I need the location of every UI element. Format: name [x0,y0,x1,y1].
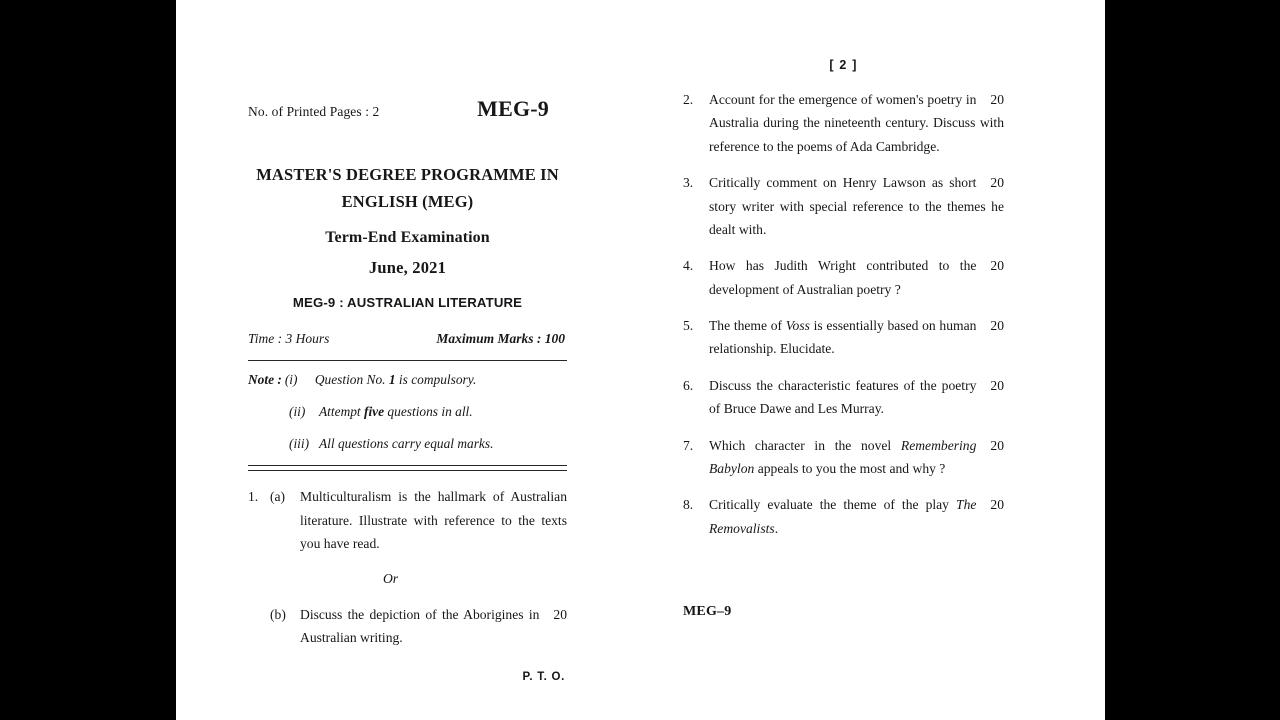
question-body-text: Discuss the depiction of the Aborigines in Australian writing. [300,606,540,645]
question-number: 1. [248,489,259,505]
question-text [709,374,1004,421]
note-text-after: is compulsory. [395,372,477,388]
page-number: [ 2 ] [829,58,858,72]
subject-heading: MEG-9 : AUSTRALIAN LITERATURE [292,295,523,311]
question-number: 6. [683,377,694,393]
note-marker: (iii) [289,436,310,452]
question-item [683,493,1004,540]
note-text [315,370,567,389]
note-item [248,370,567,389]
question-marks: 20 [990,377,1004,393]
question-body-text: . [774,520,779,536]
question-body-text: is essentially based on human relationship. Elucidate. [709,318,977,357]
question-marks: 20 [990,175,1004,191]
note-marker: (ii) [289,404,306,420]
question-body-text: Which character in the novel [709,437,901,453]
question-text [709,493,1004,540]
question-text [709,314,1004,361]
question-title-italic: The Removalists [709,497,977,536]
page-one-questions [248,485,567,649]
footer-course-code: MEG–9 [683,604,732,619]
question-text [709,171,1004,241]
question-item [683,88,1004,158]
page-two-questions [683,88,1004,540]
note-text-after: questions in all. [384,404,473,420]
note-text [319,402,567,421]
question-body-text: appeals to you the most and why ? [754,460,946,476]
printed-pages-label: No. of Printed Pages : 2 [248,104,380,119]
question-text [709,254,1004,301]
question-number: 7. [683,437,694,453]
question-item [683,314,1004,361]
divider-below-note [248,465,567,471]
time-and-marks-row [248,331,567,347]
programme-title [248,162,567,215]
note-text-before: All questions carry equal marks. [319,436,494,452]
note-marker: (i) [284,372,298,388]
question-text [709,88,1004,158]
question-item [683,434,1004,481]
header-row [248,96,567,130]
question-marks: 20 [990,497,1004,513]
maximum-marks-label: Maximum Marks : 100 [436,331,565,347]
question-text [709,434,1004,481]
course-code-heading: MEG-9 [477,96,549,121]
or-divider: Or [382,571,399,587]
question-body-text: Account for the emergence of women's poetry in Australia during the nineteenth century. Discuss with reference to the poems of Ada Cambridge. [709,92,1004,154]
question-number: 8. [683,497,694,513]
note-emphasis: 1 [388,372,396,388]
page-one-column [248,96,567,683]
exam-session: June, 2021 [368,258,447,278]
programme-title-line-2: ENGLISH (MEG) [341,191,474,211]
note-block [248,370,567,453]
question-number: 2. [683,92,694,107]
question-body-text: Critically comment on Henry Lawson as short story writer with special reference to the themes he dealt with. [709,175,1004,237]
question-item [683,254,1004,301]
note-text-before: Attempt [319,404,364,420]
note-item [248,434,567,453]
question-marks: 20 [990,258,1004,274]
question-sub-label: (b) [270,606,286,622]
question-sub-label: (a) [270,489,286,505]
question-marks: 20 [990,437,1004,453]
question-body-text: The theme of [709,318,786,333]
question-item [248,603,567,650]
question-text [300,603,567,650]
exam-type: Term-End Examination [325,229,490,247]
question-number: 4. [683,258,694,274]
duration-label: Time : 3 Hours [248,331,330,347]
note-emphasis: five [364,404,385,420]
question-title-italic: Remembering Babylon [709,437,977,476]
question-number: 3. [683,175,694,191]
turn-over-label: P. T. O. [522,671,565,684]
question-item [248,485,567,555]
note-text-before: Question No. [314,372,389,388]
question-title-italic: Voss [785,318,810,333]
question-text: Multiculturalism is the hallmark of Australian literature. Illustrate with reference to the texts you have read. [300,489,567,551]
question-item [683,374,1004,421]
question-body-text: Critically evaluate the theme of the play [709,497,957,513]
question-body-text: How has Judith Wright contributed to the development of Australian poetry ? [709,258,977,297]
question-marks: 20 [553,606,567,622]
exam-paper-page [176,0,1105,720]
question-marks: 20 [990,92,1004,107]
programme-title-line-1: MASTER'S DEGREE PROGRAMME IN [256,165,559,184]
divider-above-note [248,360,567,361]
note-text [319,434,567,453]
question-body-text: Discuss the characteristic features of the poetry of Bruce Dawe and Les Murray. [709,377,977,417]
page-two-column [683,58,1004,553]
question-marks: 20 [990,318,1004,333]
question-number: 5. [683,318,694,333]
note-item [248,402,567,421]
note-label: Note : [248,372,282,388]
question-item [683,171,1004,241]
